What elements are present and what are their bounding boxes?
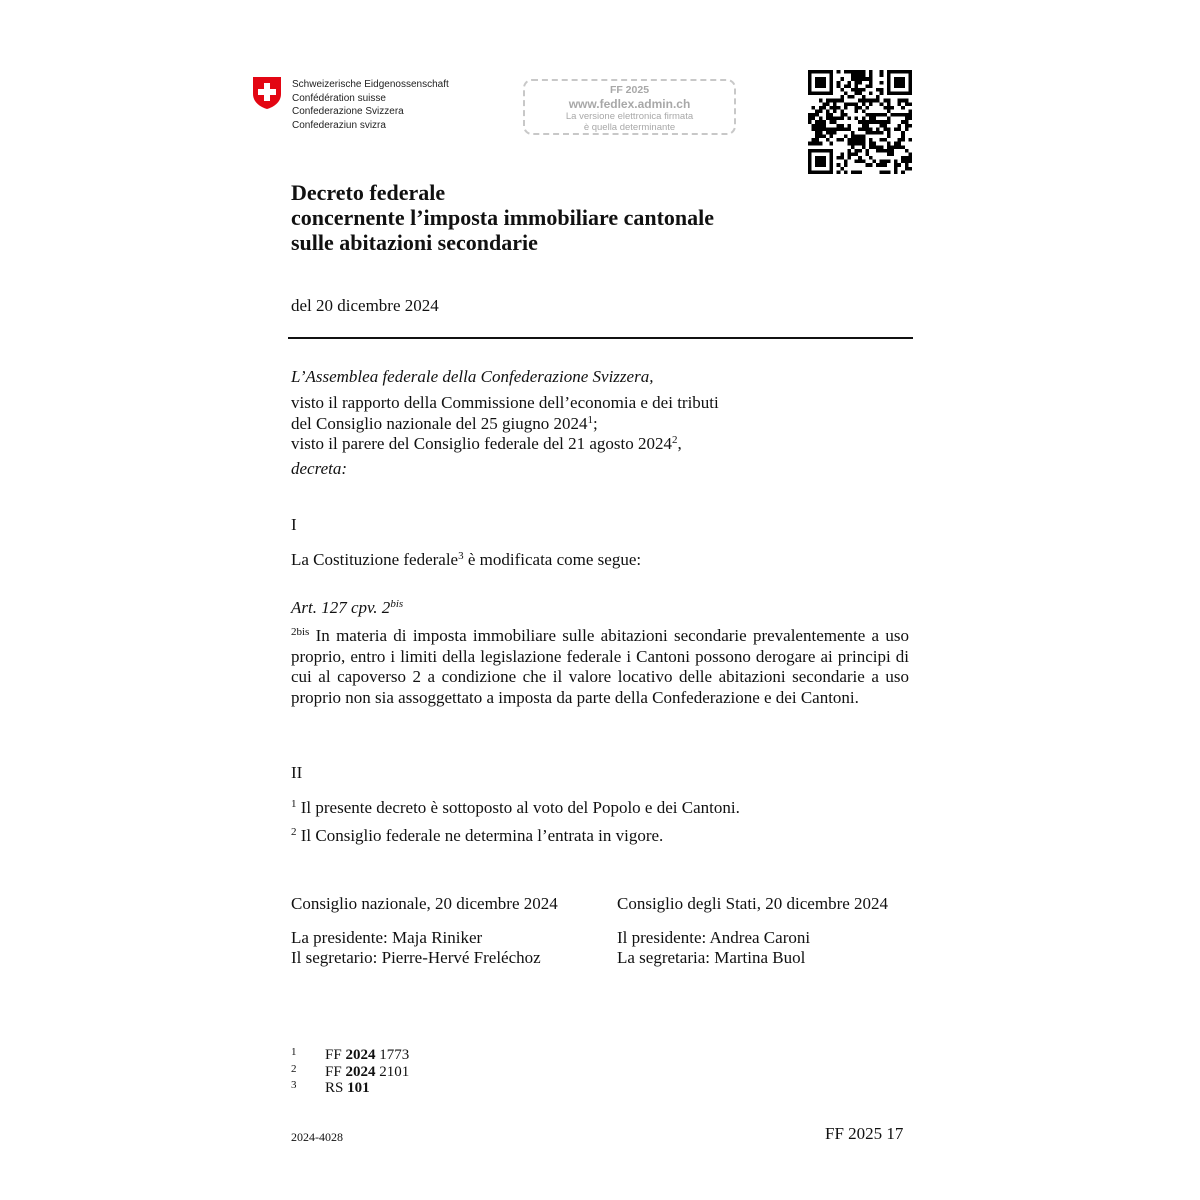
stamp-line: www.fedlex.admin.ch — [568, 97, 691, 111]
stamp-line: è quella determinante — [583, 122, 676, 133]
secretary: La segretaria: Martina Buol — [617, 948, 806, 967]
decree-date: del 20 dicembre 2024 — [291, 296, 439, 315]
paragraph-text: Il Consiglio federale ne determina l’entrata in vigore. — [296, 826, 664, 845]
confederation-name — [292, 78, 449, 132]
section2-paragraph-1 — [291, 798, 740, 819]
consideration-line — [291, 414, 719, 435]
section-numeral-ii: II — [291, 763, 303, 782]
paragraph-number: 2bis — [291, 626, 310, 638]
footnote-bold: 2024 — [345, 1047, 376, 1063]
footnote-ref[interactable]: 3 — [458, 550, 464, 562]
article-heading — [291, 598, 403, 619]
footnote-number: 1 — [291, 1046, 297, 1058]
article-heading-text: Art. 127 cpv. 2 — [291, 598, 391, 617]
electronic-version-stamp — [523, 79, 736, 135]
footnote-prefix: RS — [325, 1080, 348, 1096]
intro-text: La Costituzione federale — [291, 550, 459, 569]
consideration-line — [291, 434, 719, 455]
footnote-prefix: FF — [325, 1063, 346, 1080]
swiss-coat-of-arms-icon — [252, 76, 282, 110]
qr-code-icon — [808, 70, 912, 174]
title-line: Decreto federale — [291, 180, 446, 205]
footnote-number: 2 — [291, 1062, 297, 1075]
intro-end: è modificata come segue: — [463, 550, 642, 569]
paragraph-text: In materia di imposta immobiliare sulle abitazioni secondarie prevalentemente a uso proprio, entro i limiti della legislazione federale i Cantoni possono derogare ai principi di cui al capoverso 2 a condizione che il valore locativo delle abitazioni secondarie a uso proprio non sia assoggettato a imposta da parte della Confederazione e dei Cantoni. — [291, 626, 909, 707]
footnote-text — [325, 1080, 370, 1097]
confederation-line: Schweizerische Eidgenossenschaft — [292, 79, 449, 90]
footnote-suffix: 2101 — [375, 1063, 410, 1080]
section-numeral-i: I — [291, 515, 297, 534]
decrees-line: decreta: — [291, 459, 348, 478]
page-reference: FF 2025 17 — [825, 1124, 904, 1143]
footnote-text — [325, 1047, 409, 1064]
footnote-ref[interactable]: 2 — [672, 434, 678, 446]
footnote — [291, 1080, 409, 1097]
president: La presidente: Maja Riniker — [291, 927, 483, 947]
confederation-line: Confederazione Svizzera — [292, 106, 404, 117]
paragraph-number: 2 — [291, 826, 297, 838]
article-paragraph — [291, 626, 909, 708]
council-date: Consiglio degli Stati, 20 dicembre 2024 — [617, 894, 889, 913]
footnote-text — [325, 1064, 409, 1081]
consideration-punct: ; — [593, 413, 598, 433]
signature-block-national-council — [291, 894, 558, 969]
footnote-number: 3 — [291, 1079, 297, 1091]
article-heading-sup: bis — [390, 598, 404, 610]
footnote-prefix: FF — [325, 1047, 346, 1063]
assembly-line: L’Assemblea federale della Confederazione Svizzera, — [291, 367, 654, 386]
divider — [288, 337, 913, 339]
paragraph-text: Il presente decreto è sottoposto al voto del Popolo e dei Cantoni. — [296, 798, 740, 817]
consideration-text: visto il parere del Consiglio federale del 21 agosto 2024 — [291, 434, 672, 453]
president: Il presidente: Andrea Caroni — [617, 927, 811, 947]
consideration-punct: , — [677, 434, 682, 453]
section2-paragraph-2 — [291, 826, 663, 847]
footnotes — [291, 1047, 409, 1097]
consideration-line: visto il rapporto della Commissione dell’economia e dei tributi — [291, 393, 719, 412]
footnote-suffix: 1773 — [375, 1047, 410, 1063]
confederation-line: Confédération suisse — [292, 92, 386, 104]
stamp-line: La versione elettronica firmata — [565, 111, 694, 122]
signature-block-council-of-states — [617, 894, 888, 969]
preamble-considerations — [291, 393, 719, 455]
footnote-bold: 101 — [347, 1080, 370, 1096]
footnote-bold: 2024 — [345, 1063, 376, 1080]
council-date: Consiglio nazionale, 20 dicembre 2024 — [291, 894, 558, 913]
footnote-ref[interactable]: 1 — [587, 413, 594, 426]
section-intro — [291, 550, 641, 571]
confederation-line: Confederaziun svizra — [292, 119, 386, 131]
title-line: concernente l’imposta immobiliare cantonale — [291, 205, 715, 230]
document-title — [291, 180, 714, 255]
paragraph-number: 1 — [291, 798, 297, 810]
document-number: 2024-4028 — [291, 1130, 343, 1144]
consideration-text: del Consiglio nazionale del 25 giugno 2024 — [291, 413, 588, 433]
stamp-line: FF 2025 — [609, 84, 650, 96]
secretary: Il segretario: Pierre-Hervé Freléchoz — [291, 948, 541, 967]
title-line: sulle abitazioni secondarie — [291, 230, 538, 255]
